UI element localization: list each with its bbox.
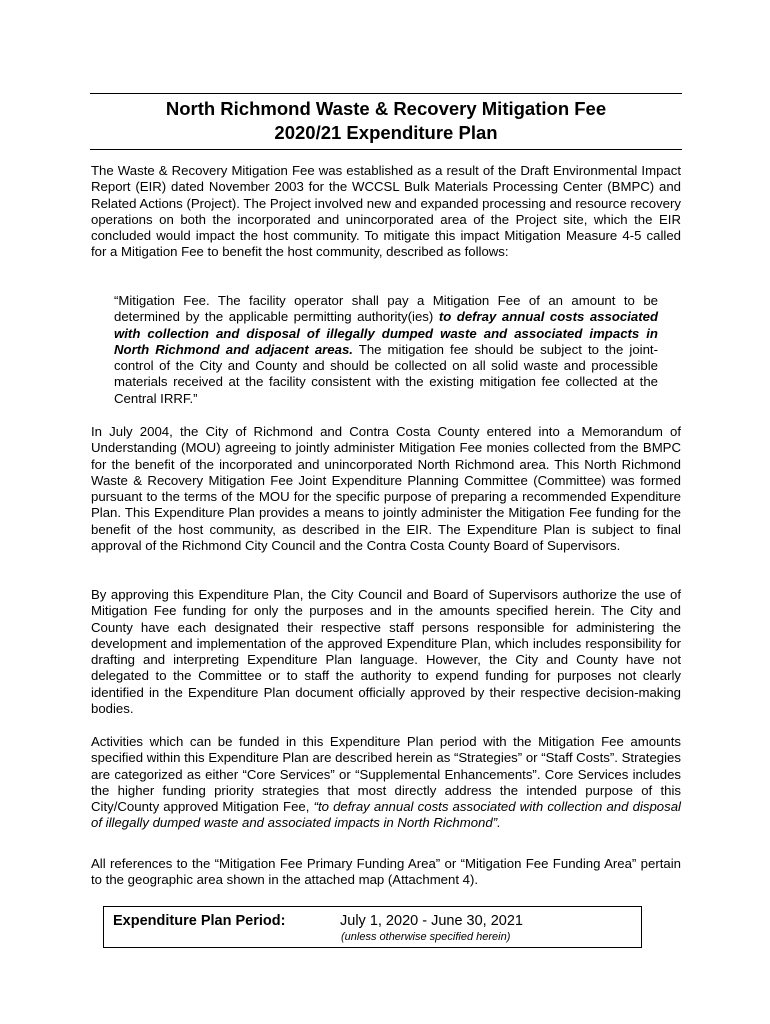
mitigation-quote <box>114 293 658 407</box>
activities-text: Activities which can be funded in this Expenditure Plan period with the Mitigation Fee amounts specified within this Expenditure Plan are described herein as “Strategies” or “Staff Costs”. Strategies are categorized as either “Core Services” or “Supplemental Enhancements”. Core Services includes the higher funding priority strategies that most directly address the intended purpose of this City/County approved Mitigation Fee, <box>91 734 681 815</box>
mou-paragraph: In July 2004, the City of Richmond and Contra Costa County entered into a Memorandum of Understanding (MOU) agreeing to jointly administer Mitigation Fee monies collected from the BMPC for the benefit of the incorporated and unincorporated North Richmond area. This North Richmond Waste & Recovery Mitigation Fee Joint Expenditure Planning Committee (Committee) was formed pursuant to the terms of the MOU for the specific purpose of preparing a recommended Expenditure Plan. This Expenditure Plan provides a means to jointly administer the Mitigation Fee funding for the benefit of the host community, as described in the EIR. The Expenditure Plan is subject to final approval of the Richmond City Council and the Contra Costa County Board of Supervisors. <box>91 424 681 554</box>
plan-period-label: Expenditure Plan Period: <box>113 913 286 929</box>
intro-paragraph: The Waste & Recovery Mitigation Fee was established as a result of the Draft Environmental Impact Report (EIR) dated November 2003 for the WCCSL Bulk Materials Processing Center (BMPC) and Related Actions (Project). The Project involved new and expanded processing and resource recovery operations on both the incorporated and unincorporated area of the Project site, which the EIR concluded would impact the host community. To mitigate this impact Mitigation Measure 4-5 called for a Mitigation Fee to benefit the host community, described as follows: <box>91 163 681 260</box>
quote-text-end: The mitigation fee should be subject to the joint-control of the City and County and should be collected on all solid waste and processible materials received at the facility consistent with the existing mitigation fee collected at the Central IRRF.” <box>114 341 658 406</box>
approval-paragraph: By approving this Expenditure Plan, the City Council and Board of Supervisors authorize the use of Mitigation Fee funding for only the purposes and in the amounts specified herein. The City and County have each designated their respective staff persons responsible for administering the development and implementation of the approved Expenditure Plan, which includes responsibility for drafting and interpreting Expenditure Plan language. However, the City and County have not delegated to the Committee or to staff the authority to expend funding for purposes not clearly identified in the Expenditure Plan document officially approved by their respective decision-making bodies. <box>91 587 681 717</box>
references-paragraph: All references to the “Mitigation Fee Primary Funding Area” or “Mitigation Fee Funding Area” pertain to the geographic area shown in the attached map (Attachment 4). <box>91 856 681 888</box>
activities-italic-quote: “to defray annual costs associated with collection and disposal of illegally dumped waste and associated impacts in North Richmond”. <box>91 799 681 831</box>
title-line-1: North Richmond Waste & Recovery Mitigation Fee <box>165 98 607 119</box>
activities-paragraph <box>91 734 681 832</box>
plan-period-box <box>103 906 642 948</box>
plan-period-note: (unless otherwise specified herein) <box>341 931 511 943</box>
page-title <box>90 93 682 150</box>
quote-text-start: “Mitigation Fee. The facility operator shall pay a Mitigation Fee of an amount to be determined by the applicable permitting authority(ies) <box>114 293 658 325</box>
title-line-2: 2020/21 Expenditure Plan <box>274 122 498 143</box>
quote-emphasis: to defray annual costs associated with collection and disposal of illegally dumped waste and associated impacts in North Richmond and adjacent areas. <box>114 309 658 357</box>
plan-period-value: July 1, 2020 - June 30, 2021 <box>340 913 523 929</box>
